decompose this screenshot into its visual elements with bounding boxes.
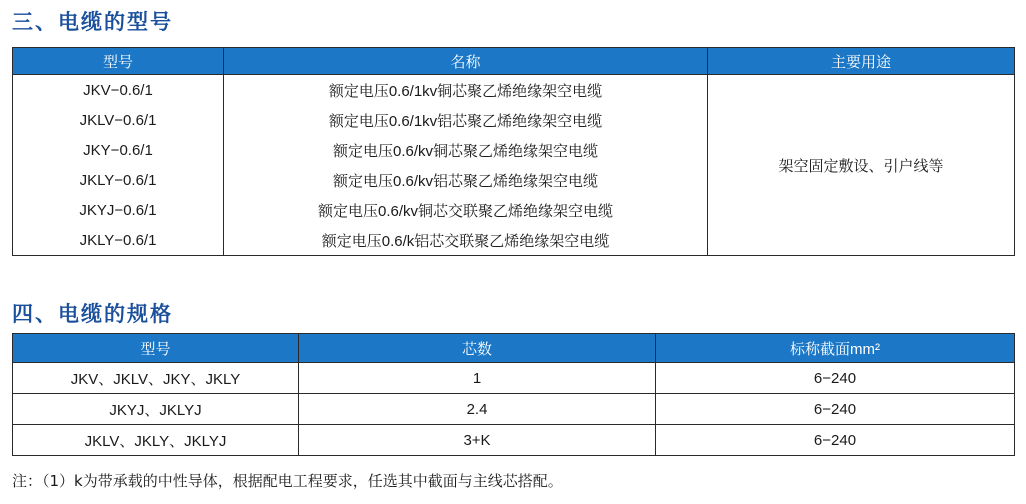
model-cell: JKYJ、JKLYJ [13,394,299,425]
usage-cell: 架空固定敷设、引户线等 [708,75,1015,256]
column-header-cross-section: 标称截面mm² [656,334,1015,363]
column-header-cores: 芯数 [299,334,656,363]
model-cell: JKLY−0.6/1 [13,165,224,195]
table-row [13,75,1015,106]
model-cell: JKLV−0.6/1 [13,105,224,135]
cores-cell: 2.4 [299,394,656,425]
section-title-specs: 四、电缆的规格 [12,302,173,326]
cable-specs-table [12,333,1015,456]
name-cell: 额定电压0.6/k铝芯交联聚乙烯绝缘架空电缆 [224,225,708,256]
cross-section-cell: 6−240 [656,425,1015,456]
name-cell: 额定电压0.6/1kv铝芯聚乙烯绝缘架空电缆 [224,105,708,135]
section-title-models: 三、电缆的型号 [12,10,173,34]
name-cell: 额定电压0.6/kv铜芯交联聚乙烯绝缘架空电缆 [224,195,708,225]
model-cell: JKV、JKLV、JKY、JKLY [13,363,299,394]
model-cell: JKV−0.6/1 [13,75,224,106]
model-cell: JKLV、JKLY、JKLYJ [13,425,299,456]
cable-models-table [12,47,1015,256]
name-cell: 额定电压0.6/kv铝芯聚乙烯绝缘架空电缆 [224,165,708,195]
footnote: 注：（1）k为带承载的中性导体，根据配电工程要求，任选其中截面与主线芯搭配。 [12,472,563,490]
column-header-usage: 主要用途 [708,48,1015,75]
table-row [13,394,1015,425]
table-row [13,363,1015,394]
column-header-name: 名称 [224,48,708,75]
table-header-row [13,48,1015,75]
cross-section-cell: 6−240 [656,394,1015,425]
table-header-row [13,334,1015,363]
model-cell: JKLY−0.6/1 [13,225,224,256]
name-cell: 额定电压0.6/kv铜芯聚乙烯绝缘架空电缆 [224,135,708,165]
cores-cell: 3+K [299,425,656,456]
model-cell: JKYJ−0.6/1 [13,195,224,225]
cores-cell: 1 [299,363,656,394]
column-header-model: 型号 [13,48,224,75]
name-cell: 额定电压0.6/1kv铜芯聚乙烯绝缘架空电缆 [224,75,708,106]
table-row [13,425,1015,456]
column-header-model: 型号 [13,334,299,363]
cross-section-cell: 6−240 [656,363,1015,394]
model-cell: JKY−0.6/1 [13,135,224,165]
